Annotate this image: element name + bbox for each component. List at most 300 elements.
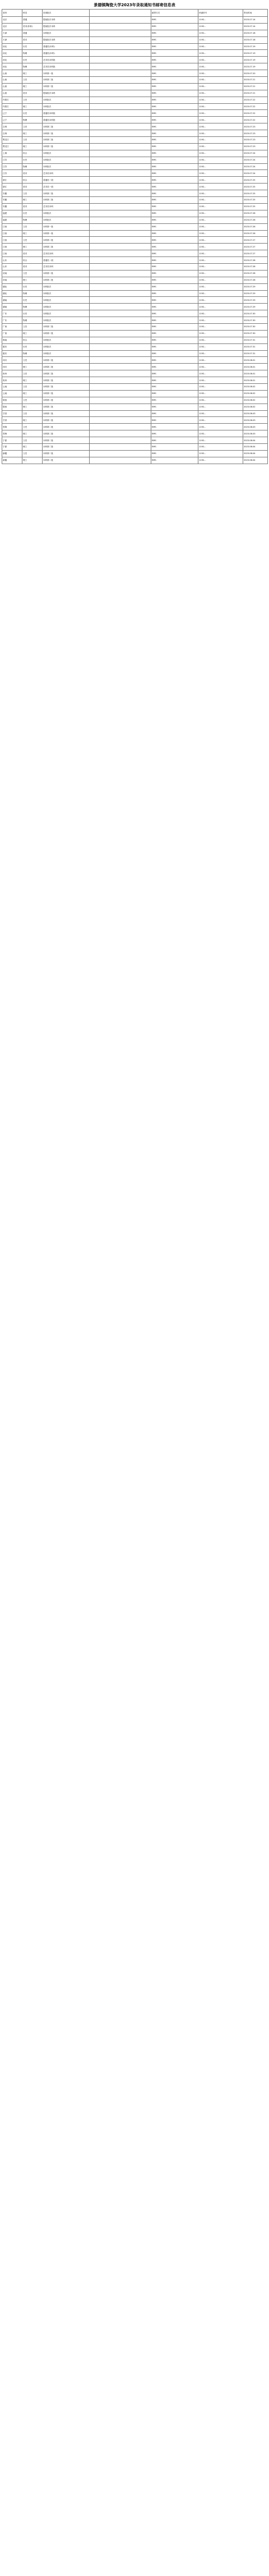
table-cell: 文史 (22, 370, 43, 377)
table-cell (90, 77, 151, 84)
table-header-row (2, 10, 268, 17)
table-cell: 物理 (22, 304, 43, 310)
table-cell: EMS (151, 370, 198, 377)
table-cell (90, 163, 151, 170)
table-cell: 重庆 (2, 350, 22, 357)
table-cell: 1192... (198, 244, 243, 250)
table-cell: 1192... (198, 157, 243, 163)
table-cell (90, 36, 151, 43)
table-cell: EMS (151, 177, 198, 184)
table-cell: 本科第二批 (43, 277, 90, 283)
table-cell: 本科批次 (43, 283, 90, 290)
table-cell: 美术 (22, 250, 43, 257)
table-cell: 2023.07.28 (243, 277, 268, 283)
table-row (2, 297, 268, 304)
table-row (2, 17, 268, 24)
table-cell (90, 424, 151, 430)
table-cell: 物理 (22, 317, 43, 324)
table-row (2, 210, 268, 217)
table-cell: EMS (151, 410, 198, 417)
table-cell: EMS (151, 330, 198, 337)
table-cell: 1192... (198, 257, 243, 264)
table-cell: 2023.07.28 (243, 257, 268, 264)
table-cell: 2023.07.22 (243, 97, 268, 103)
table-cell: 2023.08.01 (243, 357, 268, 364)
table-cell (90, 230, 151, 237)
table-row (2, 357, 268, 364)
table-cell: 河北 (2, 43, 22, 50)
table-cell: 2023.07.27 (243, 244, 268, 250)
table-cell: 本科第二批 (43, 430, 90, 437)
table-cell: 本科第一批 (43, 70, 90, 77)
table-cell: EMS (151, 190, 198, 197)
table-cell: 理工 (22, 364, 43, 370)
table-cell (90, 263, 151, 270)
table-cell (90, 83, 151, 90)
table-cell (90, 97, 151, 103)
table-cell: 2023.07.14 (243, 23, 268, 30)
table-cell: EMS (151, 310, 198, 317)
table-cell (90, 257, 151, 264)
table-cell: 1192... (198, 36, 243, 43)
table-cell: EMS (151, 430, 198, 437)
table-cell: 2023.08.03 (243, 417, 268, 424)
table-row (2, 364, 268, 370)
table-cell: 艺术类本科 (43, 170, 90, 177)
table-cell: EMS (151, 250, 198, 257)
table-cell: 海南 (2, 337, 22, 343)
table-cell: 本科第二批 (43, 410, 90, 417)
table-cell (90, 244, 151, 250)
table-cell: 2023.07.26 (243, 210, 268, 217)
table-cell: 2023.07.26 (243, 230, 268, 237)
table-cell: 本科批次 (43, 317, 90, 324)
table-cell: EMS (151, 450, 198, 457)
table-cell: 2023.08.04 (243, 444, 268, 451)
table-cell: 理工 (22, 230, 43, 237)
table-cell: 文史 (22, 237, 43, 244)
table-row (2, 157, 268, 163)
table-body (2, 17, 268, 464)
header-cell: 省份 (2, 10, 22, 17)
table-cell: 提前批次本科 (43, 23, 90, 30)
table-row (2, 283, 268, 290)
table-cell (90, 357, 151, 364)
table-cell: 普通 (22, 30, 43, 36)
table-cell: 普通类一段 (43, 177, 90, 184)
table-cell: EMS (151, 270, 198, 277)
table-row (2, 97, 268, 103)
table-cell: 物理 (22, 117, 43, 123)
table-cell: EMS (151, 390, 198, 397)
table-cell: 广东 (2, 317, 22, 324)
table-cell: 广东 (2, 310, 22, 317)
table-cell: 1192... (198, 57, 243, 63)
table-row (2, 263, 268, 270)
table-row (2, 330, 268, 337)
table-cell: 提前批次本科 (43, 36, 90, 43)
table-cell: 理工 (22, 130, 43, 137)
table-row (2, 304, 268, 310)
table-cell (90, 130, 151, 137)
table-cell: 2023.07.24 (243, 170, 268, 177)
table-cell (90, 143, 151, 150)
table-row (2, 123, 268, 130)
table-cell: 1192... (198, 377, 243, 384)
table-cell: EMS (151, 143, 198, 150)
table-cell: 2023.08.03 (243, 410, 268, 417)
table-cell: 云南 (2, 383, 22, 390)
table-cell (90, 103, 151, 110)
table-cell: 江苏 (2, 163, 22, 170)
table-cell: 2023.07.22 (243, 110, 268, 117)
table-row (2, 223, 268, 230)
table-row (2, 143, 268, 150)
table-row (2, 277, 268, 283)
table-cell: 2023.07.31 (243, 350, 268, 357)
table-cell (90, 377, 151, 384)
table-cell: 2023.07.20 (243, 70, 268, 77)
table-cell: 1192... (198, 203, 243, 210)
table-cell: EMS (151, 457, 198, 464)
table-cell: 本科第二批 (43, 330, 90, 337)
table-cell (90, 17, 151, 24)
table-cell: 本科第二批 (43, 323, 90, 330)
table-cell: 2023.07.29 (243, 290, 268, 297)
table-cell: 1192... (198, 70, 243, 77)
table-cell: 1192... (198, 417, 243, 424)
table-cell: 美术(体育) (22, 23, 43, 30)
table-cell: 1192... (198, 170, 243, 177)
table-cell (90, 150, 151, 157)
table-cell: 2023.07.14 (243, 17, 268, 24)
table-cell: 文史 (22, 77, 43, 84)
table-row (2, 437, 268, 444)
table-cell: 1192... (198, 237, 243, 244)
table-cell: 文史 (22, 437, 43, 444)
table-cell: EMS (151, 170, 198, 177)
table-cell: 1192... (198, 383, 243, 390)
table-cell (90, 57, 151, 63)
table-cell: 本科第二批 (43, 137, 90, 144)
table-cell: 本科第二批 (43, 450, 90, 457)
table-row (2, 450, 268, 457)
table-cell: 理工 (22, 197, 43, 204)
table-cell: 1192... (198, 197, 243, 204)
table-cell: 2023.07.19 (243, 50, 268, 57)
document-title: 景德镇陶瓷大学2023年录取通知书邮寄信息表 (94, 3, 175, 7)
table-row (2, 150, 268, 157)
table-cell: 1192... (198, 217, 243, 223)
table-cell: 理工 (22, 330, 43, 337)
table-cell: EMS (151, 210, 198, 217)
table-cell: 2023.07.27 (243, 250, 268, 257)
table-cell: EMS (151, 337, 198, 343)
table-cell: 1192... (198, 390, 243, 397)
table-cell (90, 404, 151, 410)
table-cell: 历史 (22, 110, 43, 117)
table-cell: 本科批次 (43, 217, 90, 223)
table-cell: 本科批次 (43, 343, 90, 350)
table-cell: 2023.08.04 (243, 457, 268, 464)
table-cell (90, 170, 151, 177)
table-cell: 综合 (22, 150, 43, 157)
table-cell (90, 30, 151, 36)
table-cell: 1192... (198, 223, 243, 230)
table-cell: 理工 (22, 70, 43, 77)
table-cell: EMS (151, 50, 198, 57)
table-cell: 综合 (22, 337, 43, 343)
table-cell: 甘肃 (2, 417, 22, 424)
table-cell: 本科第二批 (43, 404, 90, 410)
table-cell: EMS (151, 230, 198, 237)
table-cell (90, 297, 151, 304)
table-cell: 2023.07.23 (243, 137, 268, 144)
table-cell: 本科第一批 (43, 223, 90, 230)
table-cell: 1192... (198, 290, 243, 297)
header-cell: 科类 (22, 10, 43, 17)
table-cell: 2023.07.28 (243, 270, 268, 277)
table-cell (90, 417, 151, 424)
table-cell: 辽宁 (2, 110, 22, 117)
table-cell: 重庆 (2, 343, 22, 350)
table-cell: 历史 (22, 57, 43, 63)
table-cell: 2023.07.26 (243, 217, 268, 223)
table-cell: 1192... (198, 437, 243, 444)
table-cell: 本科第二批 (43, 83, 90, 90)
table-cell: 本科批次 (43, 350, 90, 357)
table-cell (90, 383, 151, 390)
table-row (2, 163, 268, 170)
table-cell: 2023.07.25 (243, 203, 268, 210)
table-cell (90, 283, 151, 290)
header-cell: 寄出时间 (243, 10, 268, 17)
table-row (2, 383, 268, 390)
table-cell: 本科第二批 (43, 197, 90, 204)
table-cell: 文史 (22, 97, 43, 103)
table-cell (90, 23, 151, 30)
table-cell: 普通类一段 (43, 257, 90, 264)
table-cell (90, 430, 151, 437)
table-cell: 提前批次本科 (43, 90, 90, 97)
table-cell: 1192... (198, 430, 243, 437)
table-cell: 2023.07.24 (243, 157, 268, 163)
table-cell: 理工 (22, 444, 43, 451)
table-cell (90, 63, 151, 70)
table-cell: 2023.07.18 (243, 36, 268, 43)
table-cell: 1192... (198, 424, 243, 430)
table-cell: EMS (151, 377, 198, 384)
table-cell: 美术 (22, 184, 43, 190)
table-cell: 江西 (2, 244, 22, 250)
table-cell: 1192... (198, 270, 243, 277)
table-cell: EMS (151, 184, 198, 190)
table-cell (90, 457, 151, 464)
table-cell (90, 50, 151, 57)
table-cell: 河南 (2, 270, 22, 277)
table-cell: EMS (151, 343, 198, 350)
table-cell: EMS (151, 90, 198, 97)
table-cell: 1192... (198, 143, 243, 150)
table-cell (90, 397, 151, 404)
table-cell: 本科第二批 (43, 397, 90, 404)
table-cell (90, 390, 151, 397)
table-cell: 物理 (22, 63, 43, 70)
table-cell: 文史 (22, 383, 43, 390)
table-cell: 江苏 (2, 170, 22, 177)
table-cell: 2023.07.30 (243, 330, 268, 337)
table-cell: 本科第二批 (43, 357, 90, 364)
table-cell: EMS (151, 397, 198, 404)
table-cell: 浙江 (2, 184, 22, 190)
table-cell: 贵州 (2, 370, 22, 377)
table-cell (90, 223, 151, 230)
table-cell: 本科批次 (43, 337, 90, 343)
table-cell (90, 250, 151, 257)
table-cell: 山西 (2, 70, 22, 77)
table-cell: EMS (151, 297, 198, 304)
table-cell: 青海 (2, 430, 22, 437)
table-cell: 山东 (2, 263, 22, 270)
table-cell: 文史 (22, 223, 43, 230)
table-cell: 2023.07.25 (243, 197, 268, 204)
table-cell: 历史 (22, 297, 43, 304)
table-cell: 1192... (198, 123, 243, 130)
table-row (2, 404, 268, 410)
table-cell: 江苏 (2, 157, 22, 163)
table-cell: EMS (151, 130, 198, 137)
table-cell: EMS (151, 444, 198, 451)
table-cell (90, 364, 151, 370)
table-cell: 1192... (198, 50, 243, 57)
table-cell: 1192... (198, 184, 243, 190)
table-cell (90, 117, 151, 123)
table-row (2, 50, 268, 57)
table-cell: 1192... (198, 103, 243, 110)
table-cell: EMS (151, 223, 198, 230)
table-cell: 内蒙古 (2, 103, 22, 110)
table-cell: 1192... (198, 404, 243, 410)
table-cell: 2023.08.01 (243, 370, 268, 377)
table-cell: 2023.07.24 (243, 163, 268, 170)
table-cell: 1192... (198, 210, 243, 217)
table-row (2, 410, 268, 417)
table-cell: 艺术类一段 (43, 184, 90, 190)
table-cell: EMS (151, 244, 198, 250)
table-row (2, 397, 268, 404)
table-row (2, 230, 268, 237)
table-cell (90, 370, 151, 377)
table-cell: 1192... (198, 317, 243, 324)
table-cell: EMS (151, 110, 198, 117)
header-cell: 邮寄方式 (151, 10, 198, 17)
table-cell: EMS (151, 424, 198, 430)
table-row (2, 110, 268, 117)
table-cell: 1192... (198, 17, 243, 24)
table-cell: EMS (151, 263, 198, 270)
table-cell: 1192... (198, 364, 243, 370)
table-cell: 2023.08.03 (243, 424, 268, 430)
table-cell: 本科批次 (43, 290, 90, 297)
table-cell: 1192... (198, 110, 243, 117)
table-cell: EMS (151, 323, 198, 330)
table-cell (90, 350, 151, 357)
header-cell: 类别批次 (43, 10, 90, 17)
table-cell: EMS (151, 83, 198, 90)
table-row (2, 197, 268, 204)
table-row (2, 430, 268, 437)
table-cell: 本科第二批 (43, 390, 90, 397)
table-cell: 历史 (22, 210, 43, 217)
table-cell: 文史 (22, 190, 43, 197)
table-cell: 1192... (198, 263, 243, 270)
table-cell: 广西 (2, 323, 22, 330)
table-cell: 2023.07.19 (243, 43, 268, 50)
table-cell: 2023.07.21 (243, 90, 268, 97)
table-cell (90, 190, 151, 197)
table-cell: 2023.08.02 (243, 404, 268, 410)
table-row (2, 203, 268, 210)
table-cell: 辽宁 (2, 117, 22, 123)
table-cell: 艺术类本科 (43, 203, 90, 210)
table-row (2, 444, 268, 451)
table-cell: 1192... (198, 330, 243, 337)
table-cell: 本科批次 (43, 163, 90, 170)
table-cell: 文史 (22, 424, 43, 430)
table-cell: EMS (151, 317, 198, 324)
table-cell: 1192... (198, 150, 243, 157)
table-row (2, 424, 268, 430)
table-row (2, 90, 268, 97)
table-row (2, 83, 268, 90)
table-cell (90, 437, 151, 444)
table-cell: 本科批次 (43, 297, 90, 304)
table-cell: 本科第二批 (43, 377, 90, 384)
table-cell: 四川 (2, 364, 22, 370)
table-cell: 理工 (22, 143, 43, 150)
table-cell: 物理 (22, 350, 43, 357)
table-cell: EMS (151, 97, 198, 103)
table-row (2, 43, 268, 50)
table-row (2, 30, 268, 36)
table-cell: 艺术类本科批 (43, 57, 90, 63)
table-cell: 新疆 (2, 457, 22, 464)
table-cell: 2023.08.01 (243, 377, 268, 384)
table-cell: 黑龙江 (2, 137, 22, 144)
table-cell: 山西 (2, 77, 22, 84)
table-cell: 1192... (198, 450, 243, 457)
table-cell: EMS (151, 437, 198, 444)
table-row (2, 117, 268, 123)
table-cell: 1192... (198, 30, 243, 36)
table-row (2, 244, 268, 250)
table-cell: 本科第二批 (43, 424, 90, 430)
table-cell (90, 137, 151, 144)
table-cell: 物理 (22, 50, 43, 57)
table-cell: 2023.07.29 (243, 304, 268, 310)
table-cell: 1192... (198, 250, 243, 257)
table-cell: 本科第二批 (43, 370, 90, 377)
table-cell: 2023.07.24 (243, 150, 268, 157)
table-cell: 本科第二批 (43, 143, 90, 150)
table-cell: EMS (151, 217, 198, 223)
table-cell: 河北 (2, 50, 22, 57)
table-cell: 黑龙江 (2, 143, 22, 150)
table-cell: 1192... (198, 337, 243, 343)
table-cell (90, 184, 151, 190)
table-cell: 1192... (198, 77, 243, 84)
table-cell: EMS (151, 417, 198, 424)
